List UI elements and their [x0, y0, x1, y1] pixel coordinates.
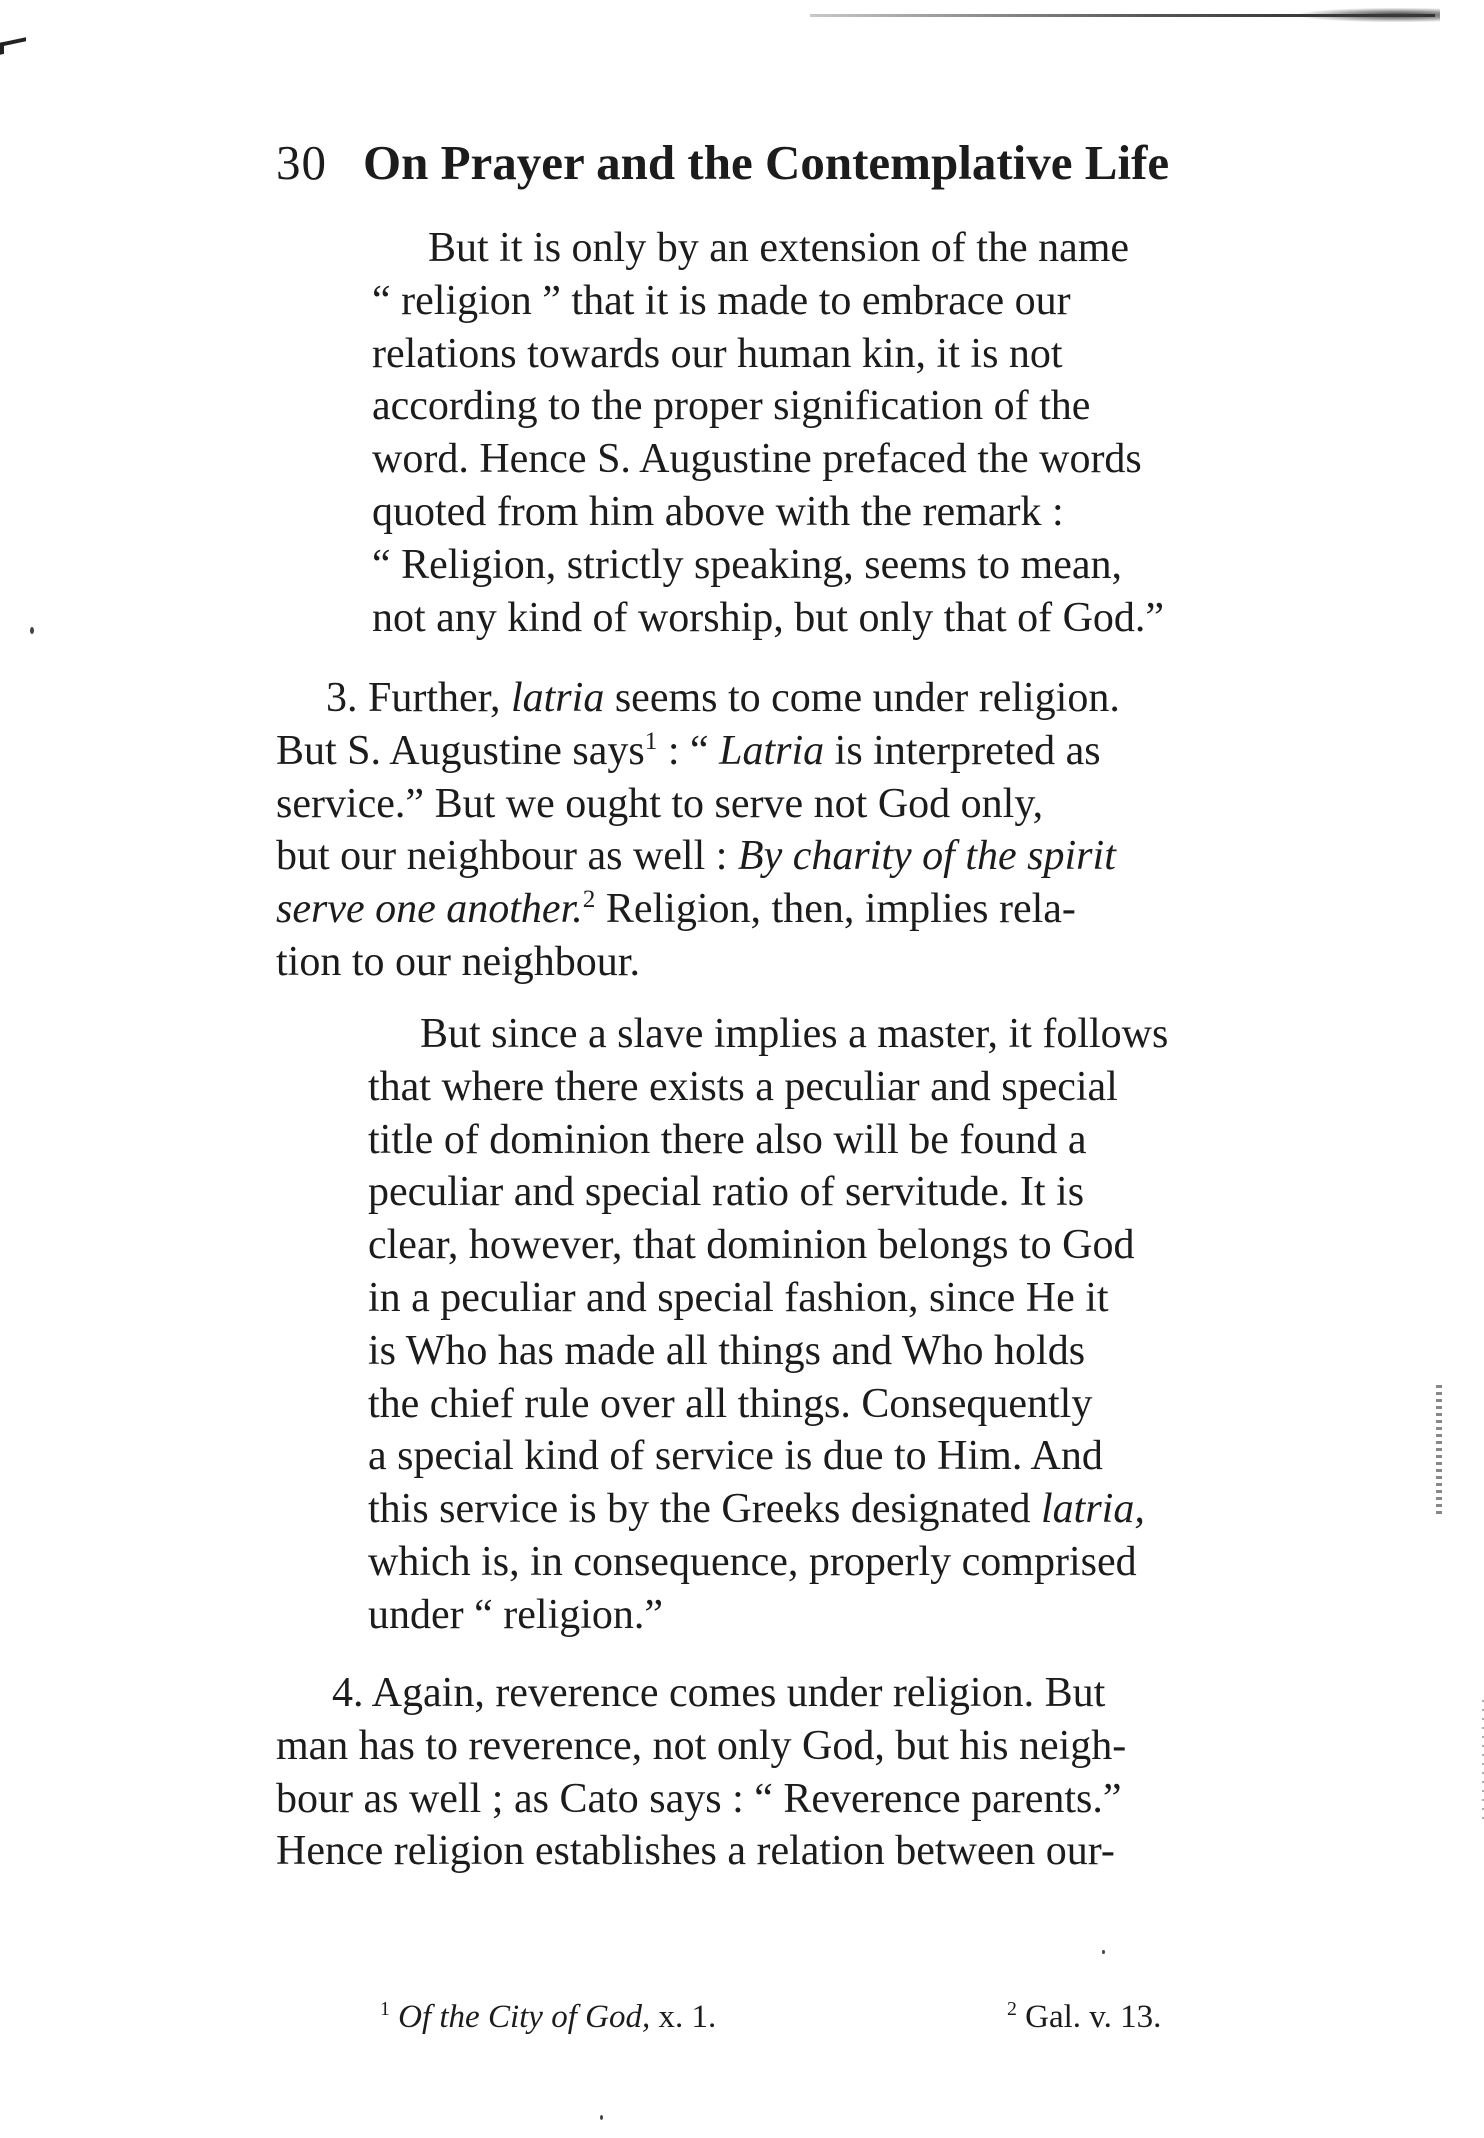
scan-speck	[600, 2115, 603, 2120]
footnote-ref-2: 2	[582, 886, 596, 914]
scan-speck	[1102, 1950, 1105, 1954]
text-line: “ religion ” that it is made to embrace our	[372, 277, 1071, 324]
text-line: tion to our neighbour.	[276, 938, 640, 985]
text-line: serve one another.$^2$ Religion, then, implies rela-	[276, 886, 1076, 933]
text-line: But S. Augustine says$^1$ : “ Latria is interpreted as	[276, 727, 1101, 774]
text-line: peculiar and special ratio of servitude. It is	[368, 1169, 1085, 1216]
text-line: which is, in consequence, properly comprised	[368, 1538, 1137, 1585]
text-line: under “ religion.”	[368, 1591, 664, 1638]
running-header	[276, 133, 1346, 193]
text-line: Hence religion establishes a relation between our-	[276, 1828, 1115, 1875]
text-line: bour as well ; as Cato says : “ Reverence parents.”	[276, 1775, 1122, 1822]
text-line: title of dominion there also will be found a	[368, 1116, 1087, 1163]
corner-crop-mark	[0, 37, 26, 55]
paragraph-objection-4	[276, 1667, 1344, 1878]
text-line: “ Religion, strictly speaking, seems to mean,	[372, 541, 1123, 588]
footnote-ref-1: 1	[644, 727, 658, 755]
paragraph-slave-master	[368, 1008, 1344, 1642]
text-line: 3. Further, latria seems to come under religion.	[326, 675, 1120, 721]
paragraph-augustine-extension	[372, 222, 1344, 644]
text-line: not any kind of worship, but only that of God.”	[372, 594, 1165, 641]
text-line: clear, however, that dominion belongs to God	[368, 1222, 1135, 1269]
text-line: is Who has made all things and Who holds	[368, 1327, 1086, 1374]
text-line: relations towards our human kin, it is not	[372, 330, 1063, 377]
text-line: a special kind of service is due to Him. And	[368, 1433, 1103, 1480]
scan-smudge	[1300, 8, 1440, 22]
footnote-1: $^1$ Of the City of God, x. 1.	[380, 1998, 717, 2035]
text-line: that where there exists a peculiar and special	[368, 1063, 1118, 1110]
running-title: On Prayer and the Contemplative Life	[363, 135, 1170, 190]
text-line: man has to reverence, not only God, but his neigh-	[276, 1722, 1127, 1769]
text-line: But it is only by an extension of the name	[428, 225, 1130, 271]
text-line: quoted from him above with the remark :	[372, 488, 1064, 535]
text-line: the chief rule over all things. Consequently	[368, 1380, 1093, 1427]
scan-edge-marks	[1436, 1385, 1442, 1515]
text-line: according to the proper signification of the	[372, 383, 1091, 430]
text-line: 4. Again, reverence comes under religion. But	[332, 1670, 1106, 1716]
page-number: 30	[276, 135, 327, 190]
text-line: but our neighbour as well : By charity of the spirit	[276, 833, 1116, 880]
paragraph-objection-3	[276, 672, 1344, 989]
text-line: service.” But we ought to serve not God only,	[276, 780, 1044, 827]
text-line: But since a slave implies a master, it follows	[420, 1011, 1169, 1057]
scan-speck	[30, 627, 34, 634]
text-line: word. Hence S. Augustine prefaced the words	[372, 436, 1142, 483]
footnote-2: $^2$ Gal. v. 13.	[1007, 1998, 1162, 2035]
footnotes	[380, 1995, 1240, 2039]
text-line: in a peculiar and special fashion, since He it	[368, 1274, 1109, 1321]
text-line: this service is by the Greeks designated latria,	[368, 1486, 1145, 1533]
